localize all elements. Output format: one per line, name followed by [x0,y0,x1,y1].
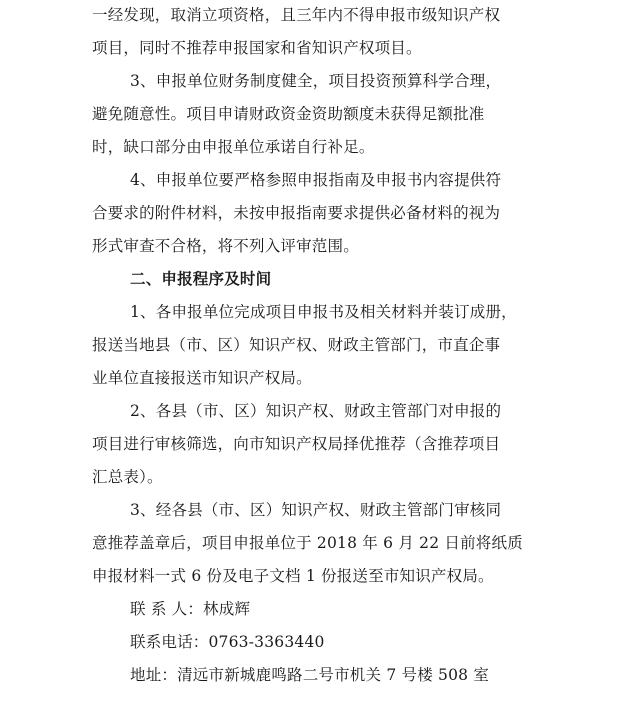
contact-person: 联 系 人：林成辉 [130,600,251,618]
step-3-line-1: 3、经各县（市、区）知识产权、财政主管部门审核同 [130,501,502,519]
item-4-line-3: 形式审查不合格，将不列入评审范围。 [92,237,359,255]
step-2-line-2: 项目进行审核筛选，向市知识产权局择优推荐（含推荐项目 [92,435,501,453]
item-3-line-3: 时，缺口部分由申报单位承诺自行补足。 [92,138,375,156]
contact-address: 地址：清远市新城鹿鸣路二号市机关 7 号楼 508 室 [130,666,490,684]
item-4-line-2: 合要求的附件材料，未按申报指南要求提供必备材料的视为 [92,204,501,222]
section-heading: 二、申报程序及时间 [130,270,272,288]
paragraph-2-line-2: 项目，同时不推荐申报国家和省知识产权项目。 [92,39,422,57]
step-1-line-1: 1、各申报单位完成项目申报书及相关材料并装订成册， [130,303,517,321]
step-3-line-3: 申报材料一式 6 份及电子文档 1 份报送至市知识产权局。 [92,567,494,585]
step-1-line-2: 报送当地县（市、区）知识产权、财政主管部门，市直企事 [92,336,501,354]
step-2-line-1: 2、各县（市、区）知识产权、财政主管部门对申报的 [130,402,502,420]
step-2-line-3: 汇总表）。 [92,468,163,486]
item-3-line-2: 避免随意性。项目申请财政资金资助额度未获得足额批准 [92,105,485,123]
step-1-line-3: 业单位直接报送市知识产权局。 [92,369,312,387]
item-4-line-1: 4、申报单位要严格参照申报指南及申报书内容提供符 [130,171,502,189]
step-3-line-2: 意推荐盖章后，项目申报单位于 2018 年 6 月 22 日前将纸质 [92,534,523,552]
paragraph-2-line-1: 一经发现，取消立项资格，且三年内不得申报市级知识产权 [92,6,501,24]
item-3-line-1: 3、申报单位财务制度健全，项目投资预算科学合理， [130,72,502,90]
contact-phone: 联系电话：0763-3363440 [130,633,325,651]
